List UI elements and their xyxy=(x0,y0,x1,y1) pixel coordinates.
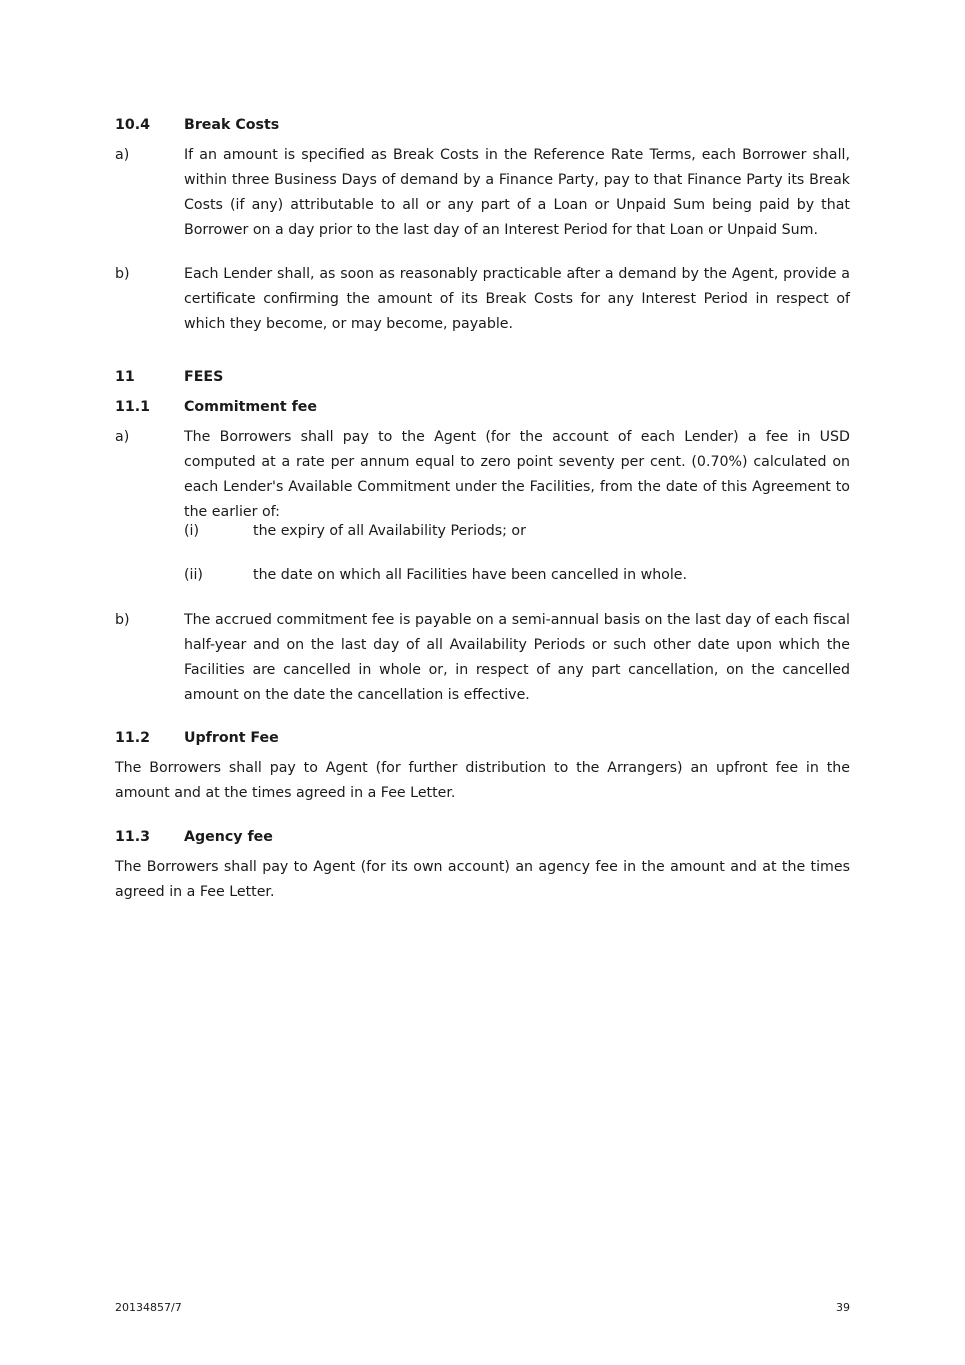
subclause-text: the date on which all Facilities have been cancelled in whole. xyxy=(253,567,688,583)
section-number: 11.2 xyxy=(115,730,151,746)
section-number: 11.3 xyxy=(115,829,151,845)
section-text: The Borrowers shall pay to Agent (for further distribution to the Arrangers) an upfront fee in the amount and at the times agreed in a Fee Letter. xyxy=(115,760,850,801)
section-title: Commitment fee xyxy=(184,399,318,415)
section-title: Break Costs xyxy=(184,117,280,133)
section-number: 10.4 xyxy=(115,117,151,133)
section-number: 11 xyxy=(115,369,135,385)
section-text: The Borrowers shall pay to Agent (for its own account) an agency fee in the amount and at the times agreed in a Fee Letter. xyxy=(115,859,850,900)
subclause-text: the expiry of all Availability Periods; or xyxy=(253,523,526,539)
section-10-4-heading xyxy=(0,115,965,135)
clause-label: a) xyxy=(115,147,130,163)
section-11-3-heading xyxy=(0,827,965,847)
clause-text: If an amount is specified as Break Costs in the Reference Rate Terms, each Borrower shall, within three Business Days of demand by a Finance Party, pay to that Finance Party its Break Costs (if any) attributable to all or any part of a Loan or Unpaid Sum being paid by that Borrower on a day prior to the last day of an Interest Period for that Loan or Unpaid Sum. xyxy=(184,147,850,238)
clause-text: The accrued commitment fee is payable on a semi-annual basis on the last day of each fiscal half-year and on the last day of all Availability Periods or such other date upon which the Facilities are cancelled in whole or, in respect of any part cancellation, on the cancelled amount on the date the cancellation is effective. xyxy=(184,612,850,703)
page-number: 39 xyxy=(836,1301,850,1314)
section-title: Agency fee xyxy=(184,829,273,845)
clause-label: b) xyxy=(115,612,130,628)
section-11-2-heading xyxy=(0,728,965,748)
clause-label: a) xyxy=(115,429,130,445)
subclause-label: (i) xyxy=(184,523,200,539)
clause-label: b) xyxy=(115,266,130,282)
section-title: FEES xyxy=(184,369,224,385)
section-11-1-heading xyxy=(0,397,965,417)
clause-text: Each Lender shall, as soon as reasonably practicable after a demand by the Agent, provide a certificate confirming the amount of its Break Costs for any Interest Period in respect of which they become, or may become, payable. xyxy=(184,266,850,332)
subclause-label: (ii) xyxy=(184,567,203,583)
section-11-heading xyxy=(0,367,965,387)
section-number: 11.1 xyxy=(115,399,151,415)
document-reference: 20134857/7 xyxy=(115,1301,182,1314)
clause-text: The Borrowers shall pay to the Agent (for the account of each Lender) a fee in USD computed at a rate per annum equal to zero point seventy per cent. (0.70%) calculated on each Lender's Available Commitment under the Facilities, from the date of this Agreement to the earlier of: xyxy=(184,429,850,520)
section-title: Upfront Fee xyxy=(184,730,279,746)
